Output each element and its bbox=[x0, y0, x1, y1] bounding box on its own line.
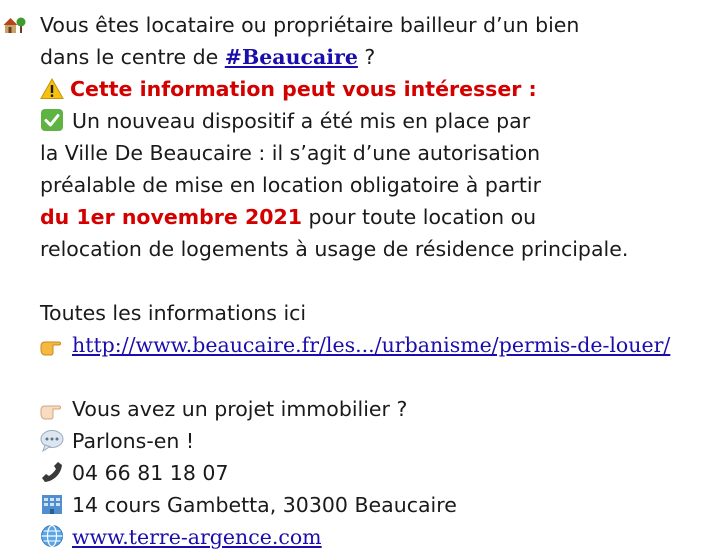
intro-line-1: Vous êtes locataire ou propriétaire bailleur d’un bien bbox=[40, 13, 580, 37]
body-line-5: relocation de logements à usage de résidence principale. bbox=[40, 237, 629, 261]
body-line-3: préalable de mise en location obligatoire à partir bbox=[40, 173, 541, 197]
check-icon bbox=[40, 108, 64, 132]
intro-suffix: ? bbox=[357, 45, 376, 69]
talk-text: Parlons-en ! bbox=[72, 429, 195, 453]
body-line-1: Un nouveau dispositif a été mis en place par bbox=[72, 109, 531, 133]
info-label: Toutes les informations ici bbox=[40, 301, 307, 325]
body-line-4 bbox=[40, 201, 536, 233]
speech-bubble-icon bbox=[40, 428, 64, 452]
intro-line-2 bbox=[40, 41, 375, 73]
warning-icon bbox=[40, 77, 64, 101]
intro-prefix: dans le centre de bbox=[40, 45, 225, 69]
project-text: Vous avez un projet immobilier ? bbox=[72, 397, 408, 421]
house-tree-icon bbox=[2, 12, 26, 36]
website-link[interactable]: www.terre-argence.com bbox=[72, 525, 322, 549]
office-building-icon bbox=[40, 492, 64, 516]
body-line-2: la Ville De Beaucaire : il s’agit d’une autorisation bbox=[40, 141, 541, 165]
phone-icon bbox=[40, 460, 64, 484]
globe-icon bbox=[40, 524, 64, 548]
date-highlight: du 1er novembre 2021 bbox=[40, 205, 303, 229]
info-url-line bbox=[72, 329, 670, 361]
pointing-hand-icon bbox=[39, 333, 63, 357]
hashtag-beaucaire-link[interactable]: #Beaucaire bbox=[224, 45, 358, 69]
address-text: 14 cours Gambetta, 30300 Beaucaire bbox=[72, 493, 457, 517]
pointing-hand-icon bbox=[39, 397, 63, 421]
phone-number[interactable]: 04 66 81 18 07 bbox=[72, 461, 229, 485]
warning-text: Cette information peut vous intéresser : bbox=[70, 77, 537, 101]
permis-de-louer-link[interactable]: http://www.beaucaire.fr/les.../urbanisme/permis-de-louer/ bbox=[72, 333, 671, 357]
website-line bbox=[72, 521, 322, 553]
body-line-4-suffix: pour toute location ou bbox=[302, 205, 537, 229]
